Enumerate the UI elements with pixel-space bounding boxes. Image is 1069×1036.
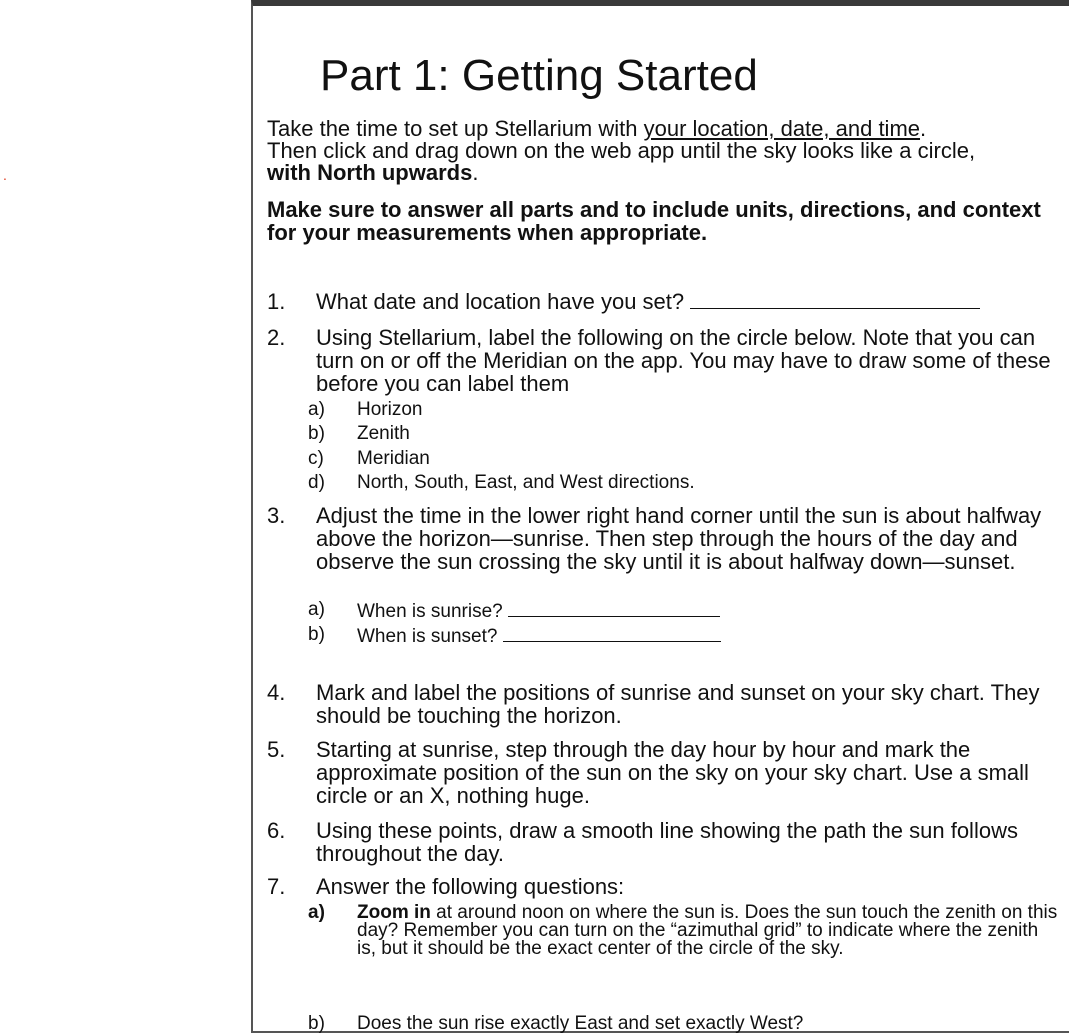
- sub-text: Meridian: [357, 448, 430, 469]
- sub-label: c): [308, 448, 324, 469]
- sub-text: Zoom in at around noon on where the sun is. Does the sun touch the zenith on this day? Remember you can turn on the “azimuthal grid” to indicate where the zenith is, but it should be the exact center of the circle of the sky.: [357, 902, 1058, 959]
- zoom-in-emphasis: Zoom in: [357, 902, 431, 923]
- question-number: 6.: [267, 818, 286, 843]
- intro-paragraph: [267, 118, 1067, 184]
- intro-line1-end: .: [920, 116, 927, 141]
- question-number: 5.: [267, 737, 286, 762]
- intro-line1-text: Take the time to set up Stellarium with: [267, 116, 644, 141]
- intro-line3-end: .: [472, 160, 479, 185]
- sub-text: Zenith: [357, 423, 410, 444]
- question-2: [267, 326, 1067, 396]
- sub-text: When is sunset?: [357, 623, 1057, 649]
- question-number: 3.: [267, 503, 286, 528]
- sub-label: b): [308, 624, 325, 645]
- question-3: [267, 504, 1067, 596]
- answer-blank[interactable]: [690, 290, 980, 309]
- intro-line2-text: Then click and drag down on the web app until the sky looks like a circle,: [267, 138, 976, 163]
- question-text: Using these points, draw a smooth line showing the path the sun follows throughout the day.: [316, 818, 1018, 866]
- sub-text: North, South, East, and West directions.: [357, 472, 695, 493]
- sub-label: b): [308, 423, 325, 444]
- sub-text: When is sunrise?: [357, 598, 1057, 624]
- sunset-answer-blank[interactable]: [503, 623, 721, 642]
- sub-text: Horizon: [357, 399, 423, 420]
- intro-north-upwards: with North upwards: [267, 160, 473, 185]
- question-number: 4.: [267, 680, 286, 705]
- question-number: 2.: [267, 325, 286, 350]
- question-7: [267, 875, 1067, 899]
- sub-label: d): [308, 472, 325, 493]
- sub-text: Does the sun rise exactly East and set exactly West?: [357, 1013, 804, 1034]
- question-text: Adjust the time in the lower right hand corner until the sun is about halfway above the horizon—sunrise. Then step through the hours of the day and observe the sun crossing the sky until it is about halfway down—sunset.: [316, 503, 1042, 574]
- question-1: [267, 290, 1067, 314]
- sub-label: a): [308, 399, 325, 420]
- instructions-note: Make sure to answer all parts and to include units, directions, and context for your measurements when appropriate.: [267, 197, 1041, 245]
- question-4: [267, 681, 1067, 727]
- question-5: [267, 738, 1067, 807]
- question-text: What date and location have you set?: [316, 290, 1068, 313]
- question-text: Using Stellarium, label the following on the circle below. Note that you can turn on or off the Meridian on the app. You may have to draw some of these before you can label them: [316, 325, 1051, 396]
- sub-label: b): [308, 1013, 325, 1034]
- sub-label: a): [308, 599, 325, 620]
- question-number: 7.: [267, 874, 286, 899]
- question-6: [267, 819, 1067, 865]
- document-page: [251, 0, 1069, 1033]
- intro-underlined-text: your location, date, and time: [643, 116, 921, 141]
- margin-marker: .: [3, 167, 7, 183]
- question-number: 1.: [267, 289, 286, 314]
- question-text: Starting at sunrise, step through the day hour by hour and mark the approximate position of the sun on the sky on your sky chart. Use a small circle or an X, nothing huge.: [316, 737, 1029, 808]
- page-title: Part 1: Getting Started: [320, 51, 758, 100]
- sub-label: a): [308, 902, 325, 923]
- question-text: Answer the following questions:: [316, 874, 625, 899]
- question-text: Mark and label the positions of sunrise and sunset on your sky chart. They should be touching the horizon.: [316, 680, 1040, 728]
- sunrise-answer-blank[interactable]: [508, 598, 720, 617]
